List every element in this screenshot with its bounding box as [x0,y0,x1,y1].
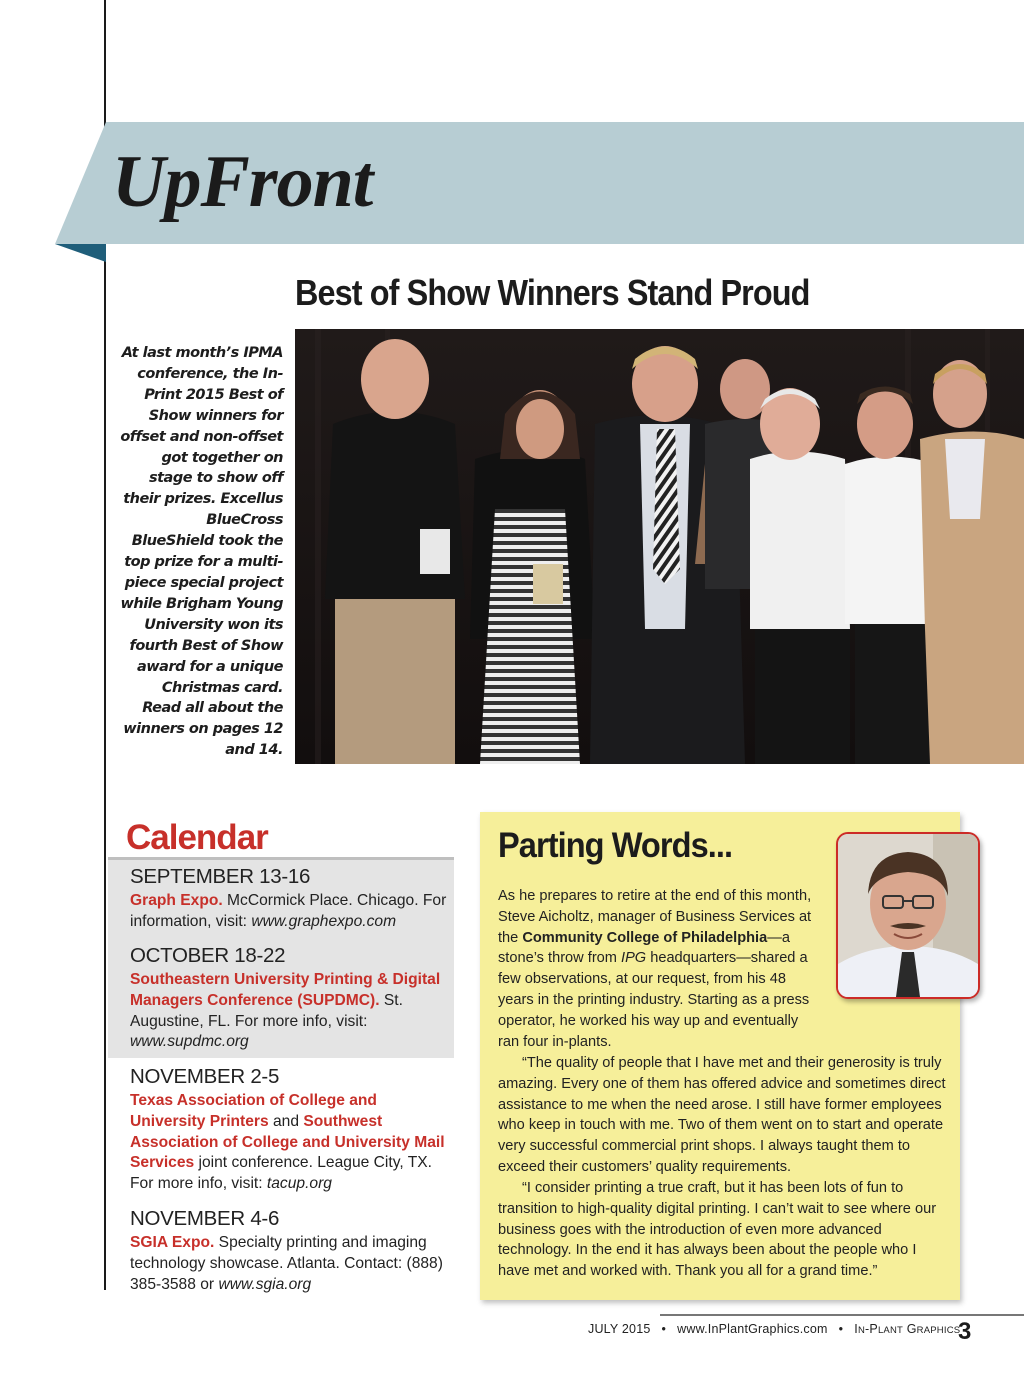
calendar-event [130,865,448,933]
p1-ipg: IPG [621,950,647,967]
pub-dash: - [865,1322,870,1336]
p1-text-2: —a stone’s throw from [498,929,790,967]
footer-date: JULY 2015 [588,1322,651,1336]
calendar-event [130,1065,448,1195]
event-text [130,970,448,1053]
pub-small: RAPHICS [916,1325,961,1336]
pub-small: LANT [877,1325,904,1336]
footer-sep: • [838,1322,844,1336]
event-name: Southeastern University Printing & Digital Managers Conference (SUPDMC). [130,971,441,1009]
event-date: NOVEMBER 4-6 [130,1207,280,1230]
event-url: www.graphexpo.com [251,912,397,930]
event-text [130,1091,448,1195]
parting-paragraph-2: “The quality of people that I have met and their generosity is truly amazing. Every one of them has offered advice and sometimes direct assistance to me when the need arose. I still have former employees who keep in touch with me. Two of them went on to start and operate very successful commercial print shops. I always taught them to exceed their customers’ quality requirements. [498,1055,946,1175]
calendar-event [130,1207,448,1295]
page-number: 3 [958,1318,972,1345]
event-text [130,891,448,933]
winners-photo [295,329,1024,764]
event-date: OCTOBER 18-22 [130,944,286,967]
p1-college: Community College of Philadelphia [522,929,768,946]
pub-cap: G [906,1322,917,1336]
pub-small: N [857,1325,866,1336]
event-url: www.sgia.org [218,1275,312,1293]
portrait-photo [836,832,980,999]
p1-text: As he prepares to retire at the end of this month, Steve Aicholtz, manager of Business Services at the [498,888,812,946]
event-details: McCormick Place. Chicago. For information, visit: [130,892,447,930]
event-text [130,1233,448,1295]
event-name: SGIA Expo. [130,1234,215,1251]
event-name: Texas Association of College and University Printers [130,1092,377,1130]
article-headline: Best of Show Winners Stand Proud [295,272,810,313]
event-details: Specialty printing and imaging technology showcase. Atlanta. Contact: (888) 385-3588 or [130,1234,443,1293]
page-footer [588,1322,960,1336]
parting-words-title: Parting Words... [498,826,733,865]
event-url: tacup.org [266,1175,332,1193]
footer-rule [660,1314,1024,1316]
p1-text-3: headquarters—shared a few observations, at our request, from his 48 years in the printing industry. Starting as a press operator, he worked his way up and eventually ran four in-plants. [498,950,810,1050]
calendar-event [130,944,448,1053]
event-url: www.supdmc.org [130,1033,249,1051]
parting-paragraph-1 [498,886,823,1052]
event-details: St. Augustine, FL. For more info, visit: [130,991,403,1030]
pub-cap: P [869,1322,878,1336]
section-title: UpFront [112,141,373,223]
photo-caption: At last month’s IPMA conference, the In-Print 2015 Best of Show winners for offset and non-offset got together on stage to show off their prizes. Excellus BlueCross BlueShield took the top prize for a multi-piece special project while Brigham Young University won its fourth Best of Show award for a unique Christmas card. Read all about the winners on pages 12 and 14. [120,345,283,759]
event-date: SEPTEMBER 13-16 [130,865,311,888]
footer-sep: • [661,1322,667,1336]
event-name-2: Southwest Association of College and University Mail Services [130,1112,445,1172]
footer-site[interactable]: www.InPlantGraphics.com [677,1322,828,1336]
parting-paragraph-3: “I consider printing a true craft, but it has been lots of fun to transition to high-quality digital printing. I can’t wait to see where our business goes with the introduction of even more advanced technology. In the end it has always been about the people who I have met and worked with. Thank you all for a grand time.” [498,1180,937,1280]
event-name: Graph Expo. [130,892,223,909]
event-date: NOVEMBER 2-5 [130,1065,280,1088]
banner-corner [55,122,106,262]
pub-cap: I [854,1322,858,1336]
footer-publication [854,1322,960,1336]
event-details: joint conference. League City, TX. For more info, visit: [130,1154,432,1193]
calendar-title: Calendar [126,818,268,857]
event-joiner: and [268,1112,304,1130]
